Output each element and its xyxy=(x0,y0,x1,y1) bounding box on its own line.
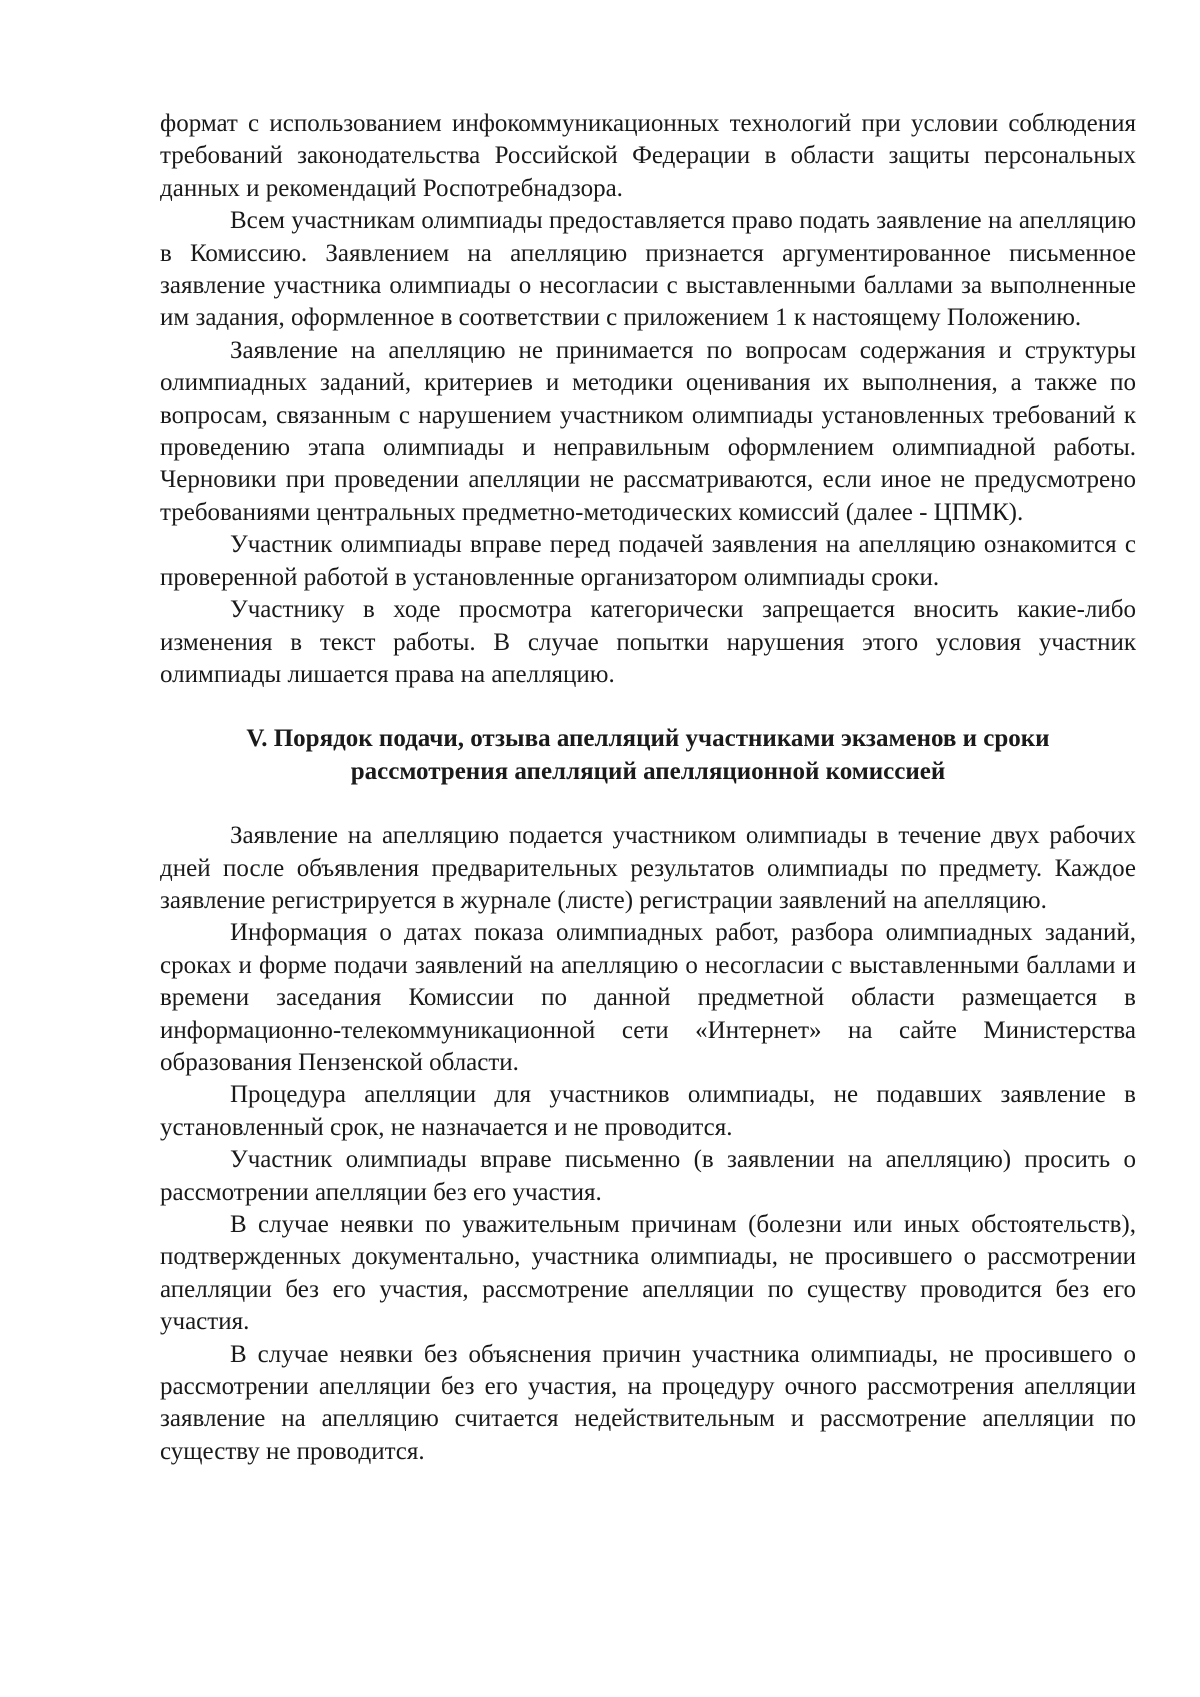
paragraph-unexplained-absence: В случае неявки без объяснения причин участника олимпиады, не просившего о рассмотрении апелляции без его участия, на процедуру очного рассмотрения апелляции заявление на апелляцию считается недействительным и рассмотрение апелляции по существу не проводится. xyxy=(160,1340,1136,1465)
paragraph-information-dates: Информация о датах показа олимпиадных работ, разбора олимпиадных заданий, сроках и форме подачи заявлений на апелляцию о несогласии с выставленными баллами и времени заседания Комиссии по данной предметной области размещается в информационно-телекоммуникационной сети «Интернет» на сайте Министерства образования Пензенской области. xyxy=(160,919,1136,1076)
paragraph-appeal-not-accepted: Заявление на апелляцию не принимается по вопросам содержания и структуры олимпиадных заданий, критериев и методики оценивания их выполнения, а также по вопросам, связанным с нарушением участником олимпиады установленных требований к проведению этапа олимпиады и неправильным оформлением олимпиадной работы. Черновики при проведении апелляции не рассматриваются, если иное не предусмотрено требованиями центральных предметно-методических комиссий (далее - ЦПМК). xyxy=(160,336,1136,526)
paragraph-review-work: Участник олимпиады вправе перед подачей заявления на апелляцию ознакомится с проверенной работой в установленные организатором олимпиады сроки. xyxy=(160,531,1136,591)
paragraph-without-participation: Участник олимпиады вправе письменно (в заявлении на апелляцию) просить о рассмотрении апелляции без его участия. xyxy=(160,1146,1136,1206)
paragraph-submission-deadline: Заявление на апелляцию подается участником олимпиады в течение двух рабочих дней после объявления предварительных результатов олимпиады по предмету. Каждое заявление регистрируется в журнале (листе) регистрации заявлений на апелляцию. xyxy=(160,822,1136,914)
section-heading: V. Порядок подачи, отзыва апелляций участниками экзаменов и сроки рассмотрения апелляций апелляционной комиссией xyxy=(246,725,1050,785)
paragraph-valid-absence: В случае неявки по уважительным причинам (болезни или иных обстоятельств), подтвержденных документально, участника олимпиады, не просившего о рассмотрении апелляции без его участия, рассмотрение апелляции по существу проводится без его участия. xyxy=(160,1211,1136,1336)
document-page xyxy=(160,108,1136,1468)
paragraph-right-to-appeal: Всем участникам олимпиады предоставляется право подать заявление на апелляцию в Комиссию. Заявлением на апелляцию признается аргументированное письменное заявление участника олимпиады о несогласии с выставленными баллами за выполненные им задания, оформленное в соответствии с приложением 1 к настоящему Положению. xyxy=(160,207,1136,332)
paragraph-no-changes: Участнику в ходе просмотра категорически запрещается вносить какие-либо изменения в текст работы. В случае попытки нарушения этого условия участник олимпиады лишается права на апелляцию. xyxy=(160,596,1136,688)
spacer xyxy=(160,788,1136,820)
spacer xyxy=(160,691,1136,723)
paragraph-continuation: формат с использованием инфокоммуникационных технологий при условии соблюдения требований законодательства Российской Федерации в области защиты персональных данных и рекомендаций Роспотребнадзора. xyxy=(160,110,1136,202)
paragraph-procedure-not-held: Процедура апелляции для участников олимпиады, не подавших заявление в установленный срок, не назначается и не проводится. xyxy=(160,1081,1136,1141)
